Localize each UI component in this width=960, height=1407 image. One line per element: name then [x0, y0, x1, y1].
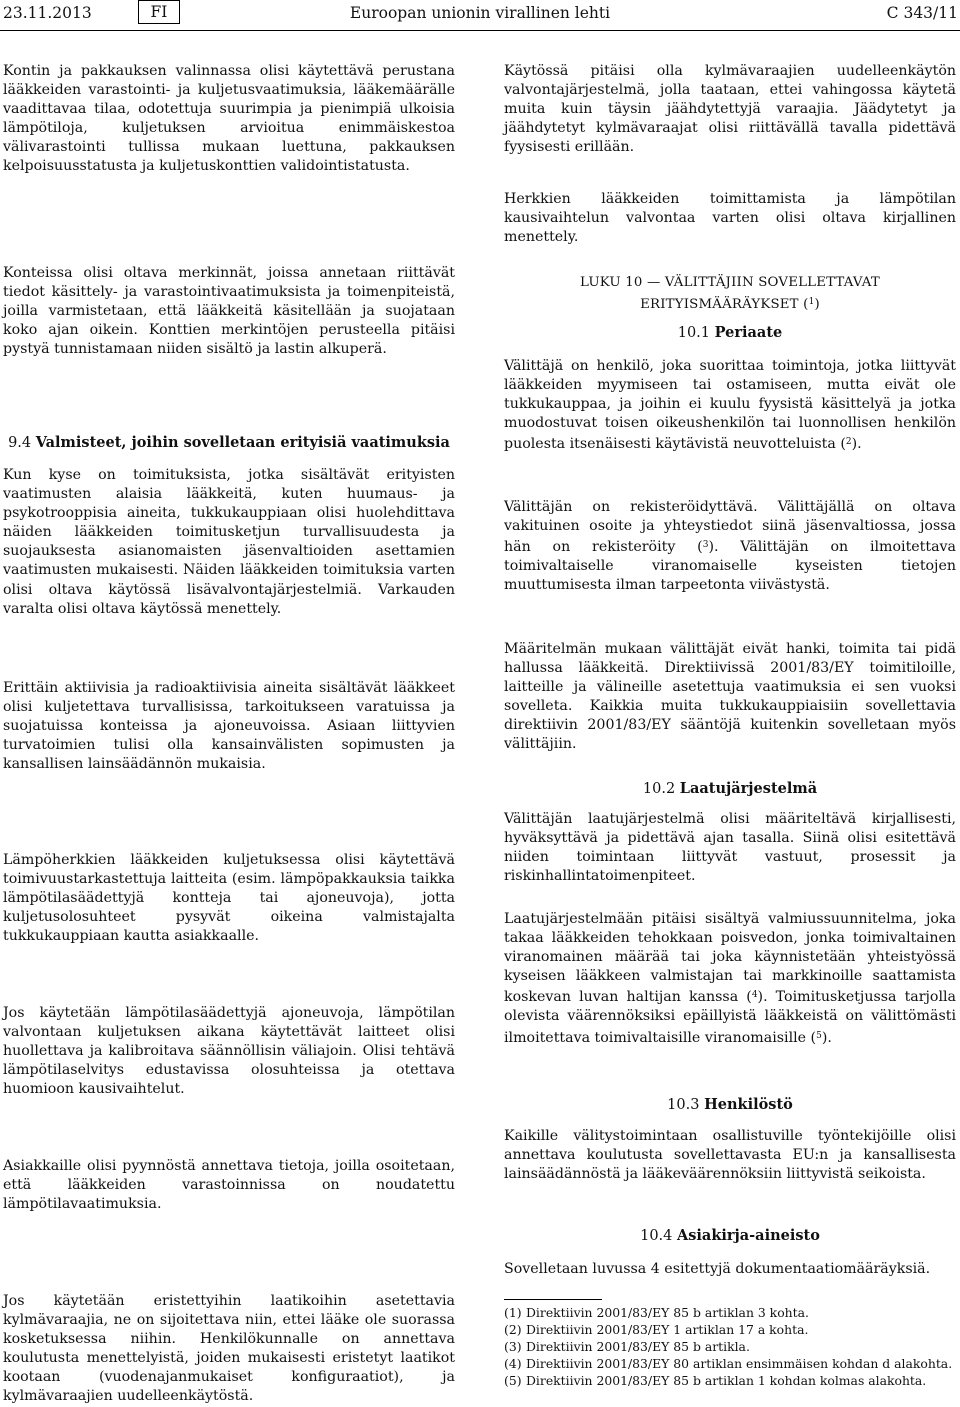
paragraph-seasonal-monitoring: Herkkien lääkkeiden toimittamista ja lämpötilan kausivaihtelun valvontaa varten olisi oltava kirjallinen menettely. [504, 191, 956, 246]
section-number: 9.4 [8, 435, 32, 451]
language-code: FI [138, 0, 180, 24]
section-heading-10-1 [504, 323, 956, 343]
journal-reference: C 343/11 [886, 4, 958, 22]
footnote-item: (5) Direktiivin 2001/83/EY 85 b artiklan 1 kohdan kolmas alakohta. [504, 1373, 927, 1388]
publication-title: Euroopan unionin virallinen lehti [349, 4, 611, 22]
paragraph-temperature-sensitive: Lämpöherkkien lääkkeiden kuljetuksessa olisi käytettävä toimivuustarkastettuja laitteita (esim. lämpöpakkauksia taikka lämpötilasäädettyjä kontteja tai ajoneuvoja), jotta kuljetusolosuhteet pysyvät oikeina valmistajalta tukkukauppiaan kautta asiakkaalle. [3, 852, 455, 945]
paragraph-cool-packs: Jos käytetään eristettyihin laatikoihin asetettavia kylmävaraajia, ne on sijoitettava niin, ettei lääke ole suorassa kosketuksessa niihin. Henkilökunnalle on annettava koulutusta menettelyistä, joiden mukaisesti eristetyt laatikot kootaan (vuodenajanmukaiset konfiguraatiot), ja kylmävaraajien uudelleenkäytöstä. [3, 1293, 455, 1405]
chapter-title-line-2: ERITYISMÄÄRÄYKSET [640, 296, 799, 312]
footnote-item: (1) Direktiivin 2001/83/EY 85 b artiklan 3 kohta. [504, 1305, 809, 1320]
paragraph-temperature-vehicles: Jos käytetään lämpötilasäädettyjä ajoneuvoja, lämpötilan valvontaan kuljetuksen aikana käytettävät laitteet olisi huollettava ja kalibroitava säännöllisin väliajoin. Olisi tehtävä lämpötilaselvitys edustavissa olosuhteissa ja otettava huomioon kausivaihtelut. [3, 1005, 455, 1098]
footnote-ref: 3 [702, 540, 709, 551]
chapter-heading-10: LUKU 10 — VÄLITTÄJIIN SOVELLETTAVAT ERITYISMÄÄRÄYKSET ($^1$) [504, 274, 956, 314]
section-number: 10.3 [667, 1097, 700, 1113]
section-number: 10.1 [677, 325, 711, 341]
paragraph-cool-pack-control: Käytössä pitäisi olla kylmävaraajien uudelleenkäytön valvontajärjestelmä, jolla taataan, ettei vahingossa käytetä muita kuin täysin jäähdytettyjä varaajia. Jäädytetyt ja jäähdytetyt kylmävaraajat olisi riittävällä tavalla pidettävä fyysisesti erillään. [504, 63, 956, 156]
paragraph-special-requirements: Kun kyse on toimituksista, jotka sisältävät erityisten vaatimusten alaisia lääkkeitä, kuten huumaus- ja psykotrooppisia aineita, tukkukauppiaan olisi huolehdittava näiden lääkkeiden toimitusketjun turvallisuudesta ja suojauksesta asianomaisten jäsenvaltioiden asettamien vaatimusten mukaisesti. Näiden lääkkeiden toimituksia varten olisi oltava käytössä lisävalvontajärjestelmiä. Varkauden varalta olisi oltava käytössä menettely. [3, 467, 455, 617]
paragraph-broker-registration: Välittäjän on rekisteröidyttävä. Välittäjällä on oltava vakituinen osoite ja yhteystiedot siinä jäsenvaltiossa, jossa hän on rekisteröity ($^3$). Välittäjän on ilmoitettava toimivaltaiselle viranomaiselle kyseisten tietojen muuttumisesta ilman tarpeetonta viivästystä. [504, 499, 957, 594]
paragraph-customer-info: Asiakkaille olisi pyynnöstä annettava tietoja, joilla osoitetaan, että lääkkeiden varastoinnissa on noudatettu lämpötilavaatimuksia. [3, 1158, 455, 1213]
footnote-item: (2) Direktiivin 2001/83/EY 1 artiklan 17 a kohta. [504, 1322, 809, 1337]
footnote-ref: 4 [751, 990, 758, 1001]
chapter-title-line-1: LUKU 10 — VÄLITTÄJIIN SOVELLETTAVAT [580, 275, 880, 290]
footnotes [504, 1304, 956, 1389]
section-title: Valmisteet, joihin sovelletaan erityisiä vaatimuksia [35, 434, 450, 451]
paragraph-personnel: Kaikille välitystoimintaan osallistuville työntekijöille olisi annettava koulutusta sovellettavasta EU:n ja kansallisesta lainsäädännöstä ja lääkeväärennöksiin liittyvistä seikoista. [504, 1128, 956, 1183]
paragraph-emergency-plan: Laatujärjestelmään pitäisi sisältyä valmiussuunnitelma, joka takaa lääkkeiden tehokkaan poisvedon, jonka toimivaltainen viranomainen määrää tai joka käynnistetään yhteistyössä kyseisen lääkkeen valmistajan tai markkinoille saattamista koskevan luvan haltijan kanssa ($^4$). Toimitusketjussa tarjolla olevista väärennöksiksi epäillyistä lääkkeistä on välittömästi ilmoitettava toimivaltaisille viranomaisille ($^5$). [504, 911, 956, 1046]
paragraph-quality-system: Välittäjän laatujärjestelmä olisi määriteltävä kirjallisesti, hyväksyttävä ja pidettävä ajan tasalla. Siinä olisi esitettävä niiden toimintaan liittyvät vastuut, prosessit ja riskinhallintatoimenpiteet. [504, 811, 956, 885]
paragraph-container-marking: Konteissa olisi oltava merkinnät, joissa annetaan riittävät tiedot käsittely- ja varastointivaatimuksista ja toimenpiteistä, joilla varmistetaan, että lääkkeitä käsitellään ja suojataan koko ajan oikein. Konttien merkintöjen perusteella pitäisi pystyä tunnistamaan niiden sisältö ja lastin alkuperä. [3, 265, 455, 358]
section-title: Henkilöstö [704, 1096, 793, 1113]
paragraph-container-selection: Kontin ja pakkauksen valinnassa olisi käytettävä perustana lääkkeiden varastointi- ja kuljetusvaatimuksia, lääkemäärälle vaadittavaa tilaa, odotettuja suurimpia ja pienimpiä ulkoisia lämpötiloja, kuljetuksen arvioitua enimmäiskestoa välivarastointi tullissa mukaan luettuna, pakkauksen kelpoisuusstatusta ja kuljetuskonttien validointistatusta. [3, 63, 455, 175]
section-heading-10-3 [504, 1095, 956, 1115]
page-header [0, 0, 960, 31]
paragraph-radioactive: Erittäin aktiivisia ja radioaktiivisia aineita sisältävät lääkkeet olisi kuljetettava turvallisissa, tarkoitukseen varatuissa ja suojatuissa konteissa ja ajoneuvoissa. Asiaan liittyvien turvatoimien tulisi olla kansainvälisten sopimusten ja kansallisen lainsäädännön mukaisia. [3, 680, 455, 773]
footnote-ref: 2 [845, 437, 852, 448]
section-heading-9-4 [3, 433, 455, 453]
section-heading-10-4 [504, 1226, 956, 1246]
footnote-ref: 5 [816, 1030, 822, 1041]
section-heading-10-2 [504, 779, 956, 799]
section-title: Periaate [714, 324, 783, 341]
section-title: Laatujärjestelmä [679, 780, 818, 797]
section-title: Asiakirja-aineisto [677, 1227, 820, 1244]
footnote-item: (4) Direktiivin 2001/83/EY 80 artiklan ensimmäisen kohdan d alakohta. [504, 1356, 953, 1371]
paragraph-broker-scope: Määritelmän mukaan välittäjät eivät hanki, toimita tai pidä hallussa lääkkeitä. Direktiivissä 2001/83/EY toimitiloille, laitteille ja välineille asetettuja vaatimuksia ei sen vuoksi sovelleta. Kaikkia muita tukkukauppiaisiin sovellettavia direktiivin 2001/83/EY sääntöjä kuitenkin sovelletaan myös välittäjiin. [504, 641, 956, 753]
paragraph-broker-definition: Välittäjä on henkilö, joka suorittaa toimintoja, jotka liittyvät lääkkeiden myymiseen tai ostamiseen, mutta eivät ole tukkukauppaa, ja joihin ei kuulu fyysistä käsittelyä ja jotka muodostuvat toisen oikeushenkilön tai luonnollisen henkilön puolesta itsenäisesti käytävistä neuvotteluista ($^2$). [504, 358, 956, 453]
section-number: 10.4 [640, 1228, 673, 1244]
publication-date: 23.11.2013 [3, 4, 92, 22]
footnote-item: (3) Direktiivin 2001/83/EY 85 b artikla. [504, 1339, 750, 1354]
footnote-divider [504, 1299, 602, 1300]
paragraph-documentation: Sovelletaan luvussa 4 esitettyjä dokumentaatiomääräyksiä. [504, 1261, 931, 1277]
section-number: 10.2 [642, 781, 676, 797]
footnote-ref: 1 [808, 296, 815, 307]
